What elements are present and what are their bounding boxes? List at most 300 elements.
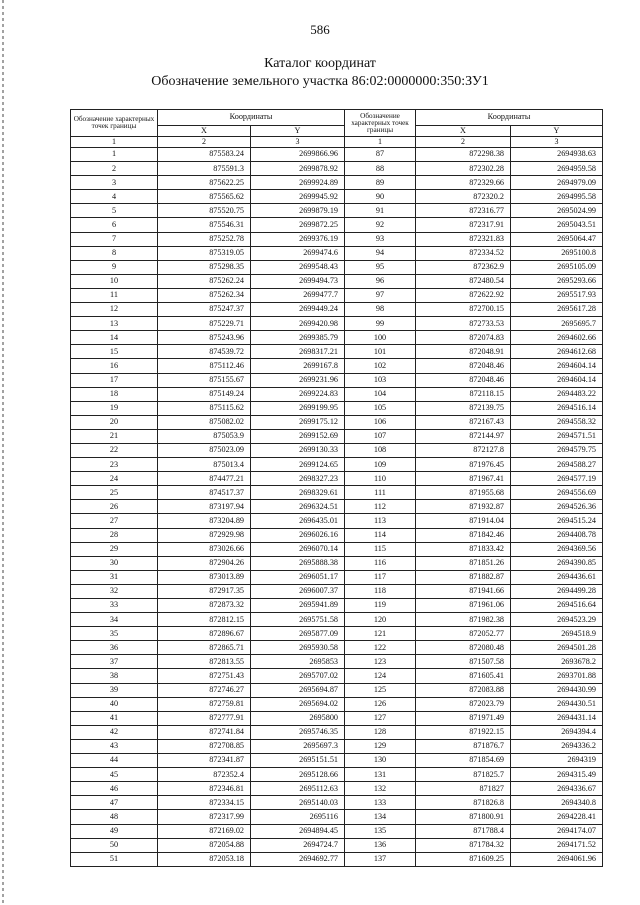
x-coordinate-right: 872302.28 (416, 162, 511, 176)
y-coordinate-right: 2695064.47 (511, 232, 603, 246)
y-coordinate-right: 2694604.14 (511, 373, 603, 387)
y-coordinate-right: 2694995.58 (511, 190, 603, 204)
x-coordinate-left: 872812.15 (158, 613, 251, 627)
x-coordinate-left: 872896.67 (158, 627, 251, 641)
table-row (71, 683, 603, 697)
point-number-left: 21 (71, 429, 158, 443)
y-coordinate-right: 2695293.66 (511, 274, 603, 288)
x-coordinate-right: 872321.83 (416, 232, 511, 246)
table-row (71, 669, 603, 683)
table-row (71, 500, 603, 514)
y-coordinate-right: 2694228.41 (511, 810, 603, 824)
y-coordinate-right: 2695617.28 (511, 303, 603, 317)
point-number-left: 37 (71, 655, 158, 669)
column-number-2-right: 2 (416, 137, 511, 148)
y-coordinate-right: 2694588.27 (511, 458, 603, 472)
table-row (71, 274, 603, 288)
y-coordinate-right: 2694171.52 (511, 838, 603, 852)
point-number-left: 44 (71, 754, 158, 768)
y-coordinate-left: 2699474.6 (251, 246, 345, 260)
y-coordinate-left: 2695697.3 (251, 739, 345, 753)
y-coordinate-right: 2694979.09 (511, 176, 603, 190)
y-coordinate-left: 2699124.65 (251, 458, 345, 472)
x-coordinate-left: 875023.09 (158, 443, 251, 457)
x-coordinate-left: 872759.81 (158, 697, 251, 711)
point-number-right: 100 (345, 331, 416, 345)
table-row (71, 782, 603, 796)
x-coordinate-right: 871827 (416, 782, 511, 796)
y-coordinate-right: 2694315.49 (511, 768, 603, 782)
y-coordinate-left: 2696051.17 (251, 570, 345, 584)
y-coordinate-left: 2695112.63 (251, 782, 345, 796)
y-coordinate-left: 2699548.43 (251, 260, 345, 274)
y-coordinate-right: 2694515.24 (511, 514, 603, 528)
point-number-left: 38 (71, 669, 158, 683)
point-number-right: 113 (345, 514, 416, 528)
x-coordinate-left: 872904.26 (158, 556, 251, 570)
x-coordinate-right: 872480.54 (416, 274, 511, 288)
x-coordinate-right: 871833.42 (416, 542, 511, 556)
point-number-right: 128 (345, 725, 416, 739)
x-coordinate-left: 875252.78 (158, 232, 251, 246)
x-coordinate-left: 872751.43 (158, 669, 251, 683)
y-coordinate-right: 2694408.78 (511, 528, 603, 542)
y-coordinate-left: 2699494.73 (251, 274, 345, 288)
point-number-left: 9 (71, 260, 158, 274)
y-coordinate-left: 2695140.03 (251, 796, 345, 810)
table-row (71, 429, 603, 443)
y-coordinate-right: 2694394.4 (511, 725, 603, 739)
x-coordinate-left: 873197.94 (158, 500, 251, 514)
y-coordinate-left: 2699872.25 (251, 218, 345, 232)
x-coordinate-left: 872317.99 (158, 810, 251, 824)
x-coordinate-left: 875115.62 (158, 401, 251, 415)
point-number-left: 13 (71, 317, 158, 331)
page-number: 586 (310, 22, 330, 37)
x-coordinate-left: 875546.31 (158, 218, 251, 232)
y-coordinate-right: 2694061.96 (511, 852, 603, 866)
x-coordinate-right: 871825.7 (416, 768, 511, 782)
point-number-left: 12 (71, 303, 158, 317)
point-number-left: 28 (71, 528, 158, 542)
x-coordinate-left: 873026.66 (158, 542, 251, 556)
table-row (71, 190, 603, 204)
point-number-right: 108 (345, 443, 416, 457)
x-coordinate-left: 874517.37 (158, 486, 251, 500)
x-coordinate-right: 872048.91 (416, 345, 511, 359)
point-number-right: 106 (345, 415, 416, 429)
point-number-left: 18 (71, 387, 158, 401)
table-row (71, 739, 603, 753)
coordinates-header-right: Координаты (416, 110, 603, 126)
table-row (71, 824, 603, 838)
x-coordinate-left: 875053.9 (158, 429, 251, 443)
table-row (71, 232, 603, 246)
point-number-left: 17 (71, 373, 158, 387)
table-row (71, 345, 603, 359)
scan-left-edge (2, 0, 4, 905)
table-row (71, 599, 603, 613)
y-coordinate-right: 2695024.99 (511, 204, 603, 218)
point-number-left: 40 (71, 697, 158, 711)
y-coordinate-left: 2695853 (251, 655, 345, 669)
y-coordinate-left: 2698329.61 (251, 486, 345, 500)
point-number-right: 121 (345, 627, 416, 641)
y-header-left: Y (251, 126, 345, 137)
x-coordinate-right: 872052.77 (416, 627, 511, 641)
x-coordinate-left: 872813.55 (158, 655, 251, 669)
point-number-left: 4 (71, 190, 158, 204)
x-coordinate-right: 871982.38 (416, 613, 511, 627)
point-number-right: 130 (345, 754, 416, 768)
x-coordinate-right: 872298.38 (416, 148, 511, 162)
point-number-right: 103 (345, 373, 416, 387)
y-coordinate-left: 2699878.92 (251, 162, 345, 176)
table-row (71, 514, 603, 528)
x-coordinate-left: 872169.02 (158, 824, 251, 838)
table-row (71, 570, 603, 584)
point-number-right: 97 (345, 288, 416, 302)
table-row (71, 415, 603, 429)
point-number-right: 133 (345, 796, 416, 810)
x-coordinate-right: 872118.15 (416, 387, 511, 401)
y-coordinate-left: 2695941.89 (251, 599, 345, 613)
y-coordinate-left: 2699376.19 (251, 232, 345, 246)
y-coordinate-right: 2695695.7 (511, 317, 603, 331)
point-number-right: 89 (345, 176, 416, 190)
x-coordinate-right: 872167.43 (416, 415, 511, 429)
y-coordinate-right: 2695100.8 (511, 246, 603, 260)
point-number-right: 129 (345, 739, 416, 753)
point-number-right: 107 (345, 429, 416, 443)
x-coordinate-right: 872317.91 (416, 218, 511, 232)
x-coordinate-left: 875082.02 (158, 415, 251, 429)
point-number-right: 93 (345, 232, 416, 246)
table-row (71, 796, 603, 810)
table-row (71, 542, 603, 556)
point-number-right: 120 (345, 613, 416, 627)
y-coordinate-left: 2695800 (251, 711, 345, 725)
table-row (71, 176, 603, 190)
point-number-left: 16 (71, 359, 158, 373)
y-coordinate-right: 2694516.14 (511, 401, 603, 415)
x-coordinate-right: 872048.46 (416, 359, 511, 373)
point-number-right: 122 (345, 641, 416, 655)
y-coordinate-left: 2699130.33 (251, 443, 345, 457)
point-number-right: 132 (345, 782, 416, 796)
point-number-right: 110 (345, 472, 416, 486)
point-number-left: 15 (71, 345, 158, 359)
x-coordinate-right: 872329.66 (416, 176, 511, 190)
point-number-right: 101 (345, 345, 416, 359)
y-coordinate-right: 2694604.14 (511, 359, 603, 373)
point-number-left: 7 (71, 232, 158, 246)
table-row (71, 613, 603, 627)
x-coordinate-left: 875262.34 (158, 288, 251, 302)
y-coordinate-left: 2696070.14 (251, 542, 345, 556)
point-number-right: 96 (345, 274, 416, 288)
point-number-left: 31 (71, 570, 158, 584)
table-row (71, 317, 603, 331)
y-coordinate-left: 2695707.02 (251, 669, 345, 683)
y-coordinate-right: 2694602.66 (511, 331, 603, 345)
table-row (71, 303, 603, 317)
x-header-left: X (158, 126, 251, 137)
y-coordinate-right: 2694390.85 (511, 556, 603, 570)
x-coordinate-right: 872144.97 (416, 429, 511, 443)
x-coordinate-right: 872316.77 (416, 204, 511, 218)
point-number-right: 95 (345, 260, 416, 274)
point-number-left: 19 (71, 401, 158, 415)
table-row (71, 331, 603, 345)
table-row (71, 528, 603, 542)
x-coordinate-left: 872352.4 (158, 768, 251, 782)
y-coordinate-right: 2693678.2 (511, 655, 603, 669)
point-number-left: 43 (71, 739, 158, 753)
y-coordinate-left: 2699199.95 (251, 401, 345, 415)
point-number-left: 22 (71, 443, 158, 457)
point-number-left: 24 (71, 472, 158, 486)
x-coordinate-right: 872048.46 (416, 373, 511, 387)
point-number-right: 98 (345, 303, 416, 317)
column-number-1-left: 1 (71, 137, 158, 148)
y-coordinate-left: 2699449.24 (251, 303, 345, 317)
y-coordinate-right: 2694516.64 (511, 599, 603, 613)
x-coordinate-left: 873204.89 (158, 514, 251, 528)
x-coordinate-left: 875565.62 (158, 190, 251, 204)
y-coordinate-left: 2699420.98 (251, 317, 345, 331)
y-coordinate-left: 2699175.12 (251, 415, 345, 429)
x-coordinate-left: 875149.24 (158, 387, 251, 401)
table-row (71, 725, 603, 739)
point-number-right: 135 (345, 824, 416, 838)
x-coordinate-right: 871605.41 (416, 669, 511, 683)
table-row (71, 443, 603, 457)
x-coordinate-left: 875622.25 (158, 176, 251, 190)
x-coordinate-right: 872127.8 (416, 443, 511, 457)
y-coordinate-left: 2696435.01 (251, 514, 345, 528)
y-coordinate-left: 2695888.38 (251, 556, 345, 570)
table-row (71, 711, 603, 725)
y-coordinate-right: 2694174.07 (511, 824, 603, 838)
catalog-title: Каталог координат (264, 56, 376, 71)
x-coordinate-left: 875583.24 (158, 148, 251, 162)
y-coordinate-right: 2694431.14 (511, 711, 603, 725)
table-row (71, 373, 603, 387)
x-coordinate-left: 872929.98 (158, 528, 251, 542)
point-number-left: 48 (71, 810, 158, 824)
coordinates-table (70, 109, 603, 867)
y-coordinate-right: 2693701.88 (511, 669, 603, 683)
x-coordinate-left: 873013.89 (158, 570, 251, 584)
y-coordinate-left: 2696324.51 (251, 500, 345, 514)
y-coordinate-left: 2694692.77 (251, 852, 345, 866)
table-row (71, 810, 603, 824)
y-coordinate-left: 2696007.37 (251, 584, 345, 598)
y-coordinate-right: 2695043.51 (511, 218, 603, 232)
table-row (71, 288, 603, 302)
point-number-right: 131 (345, 768, 416, 782)
point-number-left: 47 (71, 796, 158, 810)
table-row (71, 754, 603, 768)
x-coordinate-right: 871882.87 (416, 570, 511, 584)
x-coordinate-right: 871842.46 (416, 528, 511, 542)
y-coordinate-left: 2698327.23 (251, 472, 345, 486)
designation-header-right: Обозначение характерных точек границы (345, 110, 416, 137)
y-coordinate-left: 2699152.69 (251, 429, 345, 443)
y-coordinate-right: 2694336.2 (511, 739, 603, 753)
y-coordinate-right: 2694577.19 (511, 472, 603, 486)
x-coordinate-left: 875520.75 (158, 204, 251, 218)
point-number-right: 126 (345, 697, 416, 711)
point-number-right: 116 (345, 556, 416, 570)
point-number-left: 49 (71, 824, 158, 838)
x-coordinate-left: 874539.72 (158, 345, 251, 359)
x-coordinate-right: 872334.52 (416, 246, 511, 260)
column-number-2-left: 2 (158, 137, 251, 148)
x-coordinate-right: 872362.9 (416, 260, 511, 274)
y-coordinate-right: 2695517.93 (511, 288, 603, 302)
y-coordinate-right: 2694579.75 (511, 443, 603, 457)
x-coordinate-left: 872777.91 (158, 711, 251, 725)
point-number-left: 36 (71, 641, 158, 655)
y-coordinate-left: 2695877.09 (251, 627, 345, 641)
table-row (71, 655, 603, 669)
point-number-left: 20 (71, 415, 158, 429)
x-coordinate-left: 872865.71 (158, 641, 251, 655)
y-coordinate-left: 2699167.8 (251, 359, 345, 373)
y-coordinate-left: 2699945.92 (251, 190, 345, 204)
point-number-left: 42 (71, 725, 158, 739)
x-coordinate-right: 872622.92 (416, 288, 511, 302)
table-row (71, 556, 603, 570)
x-coordinate-right: 872083.88 (416, 683, 511, 697)
x-coordinate-right: 871955.68 (416, 486, 511, 500)
point-number-left: 2 (71, 162, 158, 176)
y-coordinate-right: 2694501.28 (511, 641, 603, 655)
y-coordinate-right: 2694430.51 (511, 697, 603, 711)
y-coordinate-left: 2695694.87 (251, 683, 345, 697)
x-coordinate-left: 872708.85 (158, 739, 251, 753)
y-coordinate-right: 2694369.56 (511, 542, 603, 556)
y-coordinate-right: 2694571.51 (511, 429, 603, 443)
point-number-right: 123 (345, 655, 416, 669)
y-coordinate-left: 2699879.19 (251, 204, 345, 218)
y-coordinate-right: 2694518.9 (511, 627, 603, 641)
point-number-right: 124 (345, 669, 416, 683)
table-row (71, 627, 603, 641)
x-coordinate-right: 871788.4 (416, 824, 511, 838)
point-number-right: 88 (345, 162, 416, 176)
table-row (71, 641, 603, 655)
column-number-1-right: 1 (345, 137, 416, 148)
point-number-right: 92 (345, 218, 416, 232)
y-coordinate-right: 2694959.58 (511, 162, 603, 176)
y-header-right: Y (511, 126, 603, 137)
y-coordinate-left: 2695746.35 (251, 725, 345, 739)
y-coordinate-right: 2694336.67 (511, 782, 603, 796)
table-row (71, 852, 603, 866)
y-coordinate-left: 2699924.89 (251, 176, 345, 190)
y-coordinate-left: 2695128.66 (251, 768, 345, 782)
x-coordinate-right: 871826.8 (416, 796, 511, 810)
table-row (71, 162, 603, 176)
x-coordinate-right: 872733.53 (416, 317, 511, 331)
x-coordinate-right: 871854.69 (416, 754, 511, 768)
parcel-designation-title: Обозначение земельного участка 86:02:0000000:350:ЗУ1 (151, 74, 489, 89)
coordinates-header-left: Координаты (158, 110, 345, 126)
y-coordinate-left: 2694724.7 (251, 838, 345, 852)
y-coordinate-right: 2694938.63 (511, 148, 603, 162)
x-coordinate-left: 875298.35 (158, 260, 251, 274)
point-number-left: 6 (71, 218, 158, 232)
y-coordinate-right: 2694340.8 (511, 796, 603, 810)
x-coordinate-right: 872139.75 (416, 401, 511, 415)
point-number-left: 5 (71, 204, 158, 218)
table-row (71, 472, 603, 486)
point-number-right: 118 (345, 584, 416, 598)
x-coordinate-right: 871851.26 (416, 556, 511, 570)
point-number-right: 102 (345, 359, 416, 373)
x-coordinate-left: 875319.05 (158, 246, 251, 260)
table-row (71, 246, 603, 260)
y-coordinate-left: 2694894.45 (251, 824, 345, 838)
x-coordinate-left: 872334.15 (158, 796, 251, 810)
point-number-right: 105 (345, 401, 416, 415)
x-coordinate-right: 871914.04 (416, 514, 511, 528)
x-coordinate-left: 875591.3 (158, 162, 251, 176)
point-number-left: 33 (71, 599, 158, 613)
y-coordinate-left: 2699224.83 (251, 387, 345, 401)
point-number-right: 90 (345, 190, 416, 204)
x-coordinate-right: 871941.66 (416, 584, 511, 598)
point-number-left: 45 (71, 768, 158, 782)
x-coordinate-right: 871932.87 (416, 500, 511, 514)
point-number-right: 109 (345, 458, 416, 472)
table-row (71, 697, 603, 711)
y-coordinate-right: 2694430.99 (511, 683, 603, 697)
point-number-right: 104 (345, 387, 416, 401)
point-number-right: 125 (345, 683, 416, 697)
point-number-left: 39 (71, 683, 158, 697)
x-coordinate-left: 875243.96 (158, 331, 251, 345)
x-coordinate-right: 871876.7 (416, 739, 511, 753)
column-number-3-right: 3 (511, 137, 603, 148)
point-number-left: 35 (71, 627, 158, 641)
table-row (71, 148, 603, 162)
y-coordinate-left: 2699385.79 (251, 331, 345, 345)
x-coordinate-left: 872346.81 (158, 782, 251, 796)
table-row (71, 204, 603, 218)
y-coordinate-left: 2699231.96 (251, 373, 345, 387)
point-number-left: 23 (71, 458, 158, 472)
point-number-right: 99 (345, 317, 416, 331)
x-coordinate-right: 872700.15 (416, 303, 511, 317)
y-coordinate-right: 2694319 (511, 754, 603, 768)
x-coordinate-left: 875155.67 (158, 373, 251, 387)
point-number-left: 3 (71, 176, 158, 190)
y-coordinate-right: 2694483.22 (511, 387, 603, 401)
point-number-right: 87 (345, 148, 416, 162)
y-coordinate-right: 2694526.36 (511, 500, 603, 514)
x-coordinate-left: 875262.24 (158, 274, 251, 288)
table-row (71, 768, 603, 782)
table-row (71, 218, 603, 232)
y-coordinate-left: 2695151.51 (251, 754, 345, 768)
x-header-right: X (416, 126, 511, 137)
point-number-left: 46 (71, 782, 158, 796)
y-coordinate-right: 2694612.68 (511, 345, 603, 359)
